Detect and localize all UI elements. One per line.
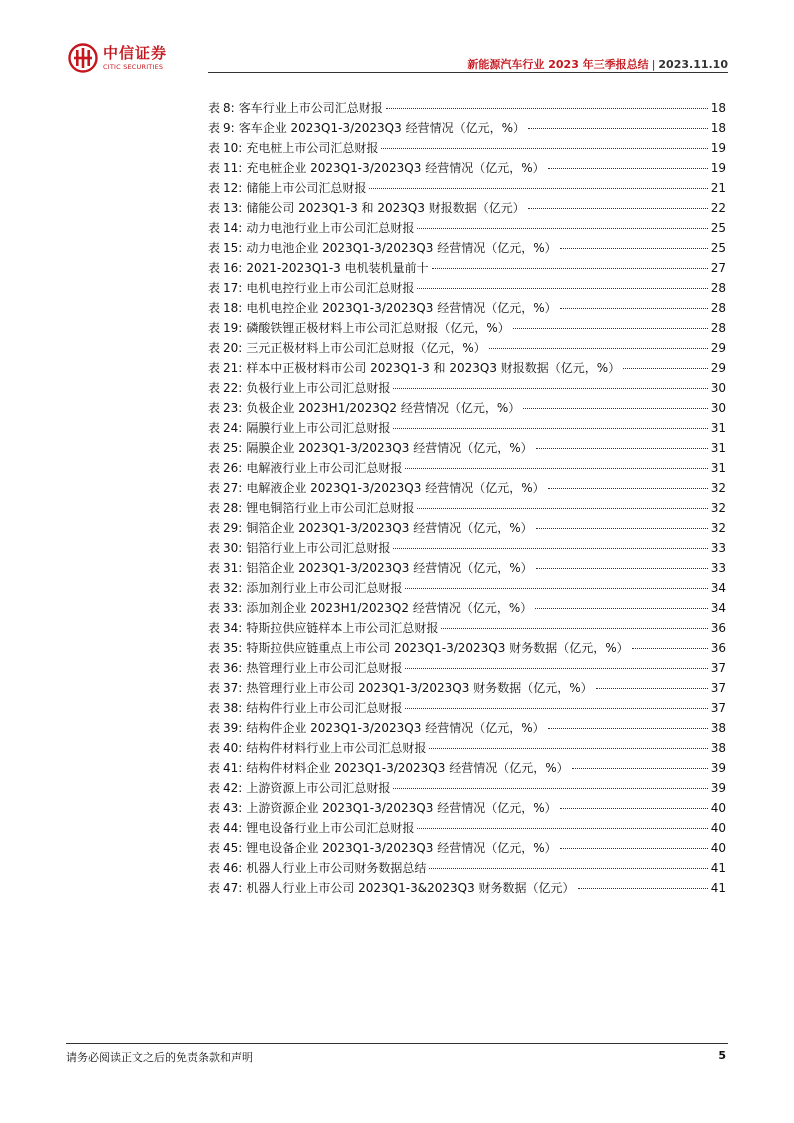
toc-dot-leader bbox=[536, 528, 708, 529]
toc-entry-number: 37: bbox=[223, 681, 243, 695]
toc-entry-title: 机器人行业上市公司财务数据总结 bbox=[246, 861, 427, 875]
toc-dot-leader bbox=[596, 688, 708, 689]
toc-entry-prefix: 表 bbox=[208, 221, 221, 235]
toc-entry-prefix: 表 bbox=[208, 421, 221, 435]
toc-entry-title: 机器人行业上市公司 2023Q1-3&2023Q3 财务数据（亿元） bbox=[246, 881, 575, 895]
toc-dot-leader bbox=[417, 508, 707, 509]
toc-dot-leader bbox=[417, 288, 707, 289]
toc-entry-number: 34: bbox=[223, 621, 243, 635]
toc-entry-page: 31 bbox=[710, 421, 726, 435]
toc-entry-number: 11: bbox=[223, 161, 243, 175]
toc-entry[interactable] bbox=[208, 838, 726, 858]
report-title: 新能源汽车行业 2023 年三季报总结 bbox=[467, 58, 649, 71]
toc-entry[interactable] bbox=[208, 438, 726, 458]
toc-entry-prefix: 表 bbox=[208, 521, 221, 535]
toc-entry-prefix: 表 bbox=[208, 841, 221, 855]
toc-entry-prefix: 表 bbox=[208, 801, 221, 815]
toc-entry[interactable] bbox=[208, 758, 726, 778]
toc-dot-leader bbox=[429, 868, 707, 869]
toc-dot-leader bbox=[528, 208, 708, 209]
toc-dot-leader bbox=[513, 328, 708, 329]
toc-dot-leader bbox=[632, 648, 708, 649]
toc-entry-page: 37 bbox=[710, 661, 726, 675]
toc-entry[interactable] bbox=[208, 538, 726, 558]
toc-dot-leader bbox=[441, 628, 707, 629]
toc-entry-number: 30: bbox=[223, 541, 243, 555]
toc-dot-leader bbox=[393, 548, 707, 549]
toc-entry-page: 32 bbox=[710, 501, 726, 515]
toc-entry-number: 44: bbox=[223, 821, 243, 835]
toc-entry[interactable] bbox=[208, 418, 726, 438]
toc-entry-number: 47: bbox=[223, 881, 243, 895]
toc-entry-title: 隔膜企业 2023Q1-3/2023Q3 经营情况（亿元，%） bbox=[246, 441, 533, 455]
toc-entry[interactable] bbox=[208, 818, 726, 838]
toc-entry-number: 9: bbox=[223, 121, 235, 135]
toc-entry-page: 41 bbox=[710, 881, 726, 895]
table-of-contents bbox=[208, 98, 726, 898]
toc-entry[interactable] bbox=[208, 578, 726, 598]
toc-entry-page: 40 bbox=[710, 841, 726, 855]
toc-entry-number: 25: bbox=[223, 441, 243, 455]
toc-entry-title: 添加剂行业上市公司汇总财报 bbox=[246, 581, 403, 595]
toc-entry-number: 21: bbox=[223, 361, 243, 375]
toc-entry[interactable] bbox=[208, 138, 726, 158]
toc-entry-prefix: 表 bbox=[208, 821, 221, 835]
toc-entry-page: 19 bbox=[710, 161, 726, 175]
toc-entry-page: 40 bbox=[710, 801, 726, 815]
toc-entry[interactable] bbox=[208, 118, 726, 138]
toc-entry[interactable] bbox=[208, 778, 726, 798]
toc-dot-leader bbox=[536, 568, 708, 569]
toc-dot-leader bbox=[405, 588, 707, 589]
toc-entry-title: 电解液企业 2023Q1-3/2023Q3 经营情况（亿元，%） bbox=[246, 481, 545, 495]
toc-entry-page: 36 bbox=[710, 621, 726, 635]
toc-dot-leader bbox=[417, 228, 707, 229]
toc-entry-title: 负极企业 2023H1/2023Q2 经营情况（亿元，%） bbox=[246, 401, 521, 415]
toc-entry-number: 17: bbox=[223, 281, 243, 295]
footer-divider bbox=[66, 1043, 728, 1044]
toc-entry-number: 32: bbox=[223, 581, 243, 595]
toc-entry-page: 40 bbox=[710, 821, 726, 835]
toc-entry-number: 40: bbox=[223, 741, 243, 755]
toc-entry-prefix: 表 bbox=[208, 121, 221, 135]
toc-dot-leader bbox=[386, 108, 708, 109]
toc-entry-page: 41 bbox=[710, 861, 726, 875]
toc-dot-leader bbox=[548, 168, 708, 169]
toc-entry-title: 特斯拉供应链样本上市公司汇总财报 bbox=[246, 621, 439, 635]
toc-entry-number: 41: bbox=[223, 761, 243, 775]
toc-entry-title: 电机电控行业上市公司汇总财报 bbox=[246, 281, 415, 295]
toc-entry-number: 38: bbox=[223, 701, 243, 715]
toc-entry-title: 热管理行业上市公司 2023Q1-3/2023Q3 财务数据（亿元，%） bbox=[246, 681, 593, 695]
toc-entry-page: 18 bbox=[710, 121, 726, 135]
header-separator: | bbox=[651, 58, 656, 71]
toc-entry-title: 动力电池企业 2023Q1-3/2023Q3 经营情况（亿元，%） bbox=[246, 241, 557, 255]
header-divider bbox=[208, 72, 728, 73]
toc-entry[interactable] bbox=[208, 278, 726, 298]
toc-entry-number: 46: bbox=[223, 861, 243, 875]
toc-entry-page: 22 bbox=[710, 201, 726, 215]
toc-entry[interactable] bbox=[208, 238, 726, 258]
toc-entry[interactable] bbox=[208, 878, 726, 898]
citic-logo-icon bbox=[68, 43, 98, 73]
toc-entry-prefix: 表 bbox=[208, 861, 221, 875]
toc-entry-prefix: 表 bbox=[208, 321, 221, 335]
toc-dot-leader bbox=[432, 268, 708, 269]
toc-dot-leader bbox=[405, 468, 707, 469]
toc-entry-prefix: 表 bbox=[208, 401, 221, 415]
toc-entry-number: 14: bbox=[223, 221, 243, 235]
toc-entry-title: 电机电控企业 2023Q1-3/2023Q3 经营情况（亿元，%） bbox=[246, 301, 557, 315]
toc-entry-page: 29 bbox=[710, 361, 726, 375]
toc-dot-leader bbox=[536, 448, 708, 449]
toc-entry-title: 锂电铜箔行业上市公司汇总财报 bbox=[246, 501, 415, 515]
toc-dot-leader bbox=[393, 428, 707, 429]
toc-entry-page: 28 bbox=[710, 281, 726, 295]
toc-entry-number: 18: bbox=[223, 301, 243, 315]
toc-entry-number: 12: bbox=[223, 181, 243, 195]
toc-entry-page: 34 bbox=[710, 581, 726, 595]
toc-entry-prefix: 表 bbox=[208, 601, 221, 615]
report-date: 2023.11.10 bbox=[658, 58, 728, 71]
toc-entry-prefix: 表 bbox=[208, 101, 221, 115]
toc-entry-page: 25 bbox=[710, 241, 726, 255]
toc-entry-prefix: 表 bbox=[208, 361, 221, 375]
toc-entry-title: 结构件行业上市公司汇总财报 bbox=[246, 701, 403, 715]
toc-dot-leader bbox=[405, 708, 707, 709]
toc-entry-page: 32 bbox=[710, 521, 726, 535]
toc-entry-number: 13: bbox=[223, 201, 243, 215]
toc-entry[interactable] bbox=[208, 858, 726, 878]
toc-entry-prefix: 表 bbox=[208, 741, 221, 755]
toc-entry-number: 33: bbox=[223, 601, 243, 615]
toc-dot-leader bbox=[417, 828, 707, 829]
toc-entry-page: 30 bbox=[710, 401, 726, 415]
toc-entry[interactable] bbox=[208, 198, 726, 218]
toc-entry-page: 36 bbox=[710, 641, 726, 655]
toc-entry-page: 34 bbox=[710, 601, 726, 615]
toc-entry-prefix: 表 bbox=[208, 441, 221, 455]
toc-entry-title: 客车企业 2023Q1-3/2023Q3 经营情况（亿元，%） bbox=[238, 121, 525, 135]
toc-entry-prefix: 表 bbox=[208, 161, 221, 175]
toc-entry-page: 31 bbox=[710, 461, 726, 475]
toc-entry-title: 储能上市公司汇总财报 bbox=[246, 181, 367, 195]
toc-entry-page: 37 bbox=[710, 701, 726, 715]
toc-entry-page: 19 bbox=[710, 141, 726, 155]
toc-entry-title: 三元正极材料上市公司汇总财报（亿元，%） bbox=[246, 341, 486, 355]
toc-entry-number: 23: bbox=[223, 401, 243, 415]
toc-entry-prefix: 表 bbox=[208, 761, 221, 775]
toc-entry-title: 磷酸铁锂正极材料上市公司汇总财报（亿元，%） bbox=[246, 321, 510, 335]
toc-dot-leader bbox=[535, 608, 707, 609]
toc-entry-prefix: 表 bbox=[208, 621, 221, 635]
toc-entry[interactable] bbox=[208, 178, 726, 198]
toc-entry-prefix: 表 bbox=[208, 681, 221, 695]
toc-entry-title: 铝箔行业上市公司汇总财报 bbox=[246, 541, 391, 555]
toc-entry-page: 21 bbox=[710, 181, 726, 195]
toc-entry-title: 储能公司 2023Q1-3 和 2023Q3 财报数据（亿元） bbox=[246, 201, 525, 215]
toc-entry[interactable] bbox=[208, 738, 726, 758]
toc-entry[interactable] bbox=[208, 218, 726, 238]
toc-dot-leader bbox=[560, 248, 708, 249]
disclaimer-note: 请务必阅读正文之后的免责条款和声明 bbox=[66, 1051, 253, 1064]
toc-entry-page: 33 bbox=[710, 561, 726, 575]
toc-entry-prefix: 表 bbox=[208, 561, 221, 575]
toc-entry[interactable] bbox=[208, 658, 726, 678]
toc-entry-number: 22: bbox=[223, 381, 243, 395]
toc-dot-leader bbox=[393, 388, 707, 389]
toc-entry-title: 热管理行业上市公司汇总财报 bbox=[246, 661, 403, 675]
toc-entry-page: 37 bbox=[710, 681, 726, 695]
toc-dot-leader bbox=[578, 888, 708, 889]
toc-entry-page: 25 bbox=[710, 221, 726, 235]
toc-entry[interactable] bbox=[208, 798, 726, 818]
toc-dot-leader bbox=[405, 668, 707, 669]
toc-dot-leader bbox=[523, 408, 707, 409]
toc-entry[interactable] bbox=[208, 318, 726, 338]
report-header bbox=[467, 56, 728, 72]
toc-entry[interactable] bbox=[208, 718, 726, 738]
toc-entry-number: 29: bbox=[223, 521, 243, 535]
toc-entry-prefix: 表 bbox=[208, 261, 221, 275]
toc-entry-page: 28 bbox=[710, 301, 726, 315]
toc-dot-leader bbox=[548, 728, 708, 729]
toc-entry-page: 31 bbox=[710, 441, 726, 455]
toc-entry[interactable] bbox=[208, 478, 726, 498]
toc-entry-title: 锂电设备企业 2023Q1-3/2023Q3 经营情况（亿元，%） bbox=[246, 841, 557, 855]
toc-entry-number: 26: bbox=[223, 461, 243, 475]
toc-entry-prefix: 表 bbox=[208, 201, 221, 215]
toc-entry-page: 33 bbox=[710, 541, 726, 555]
toc-entry[interactable] bbox=[208, 158, 726, 178]
toc-entry-prefix: 表 bbox=[208, 381, 221, 395]
toc-entry-number: 16: bbox=[223, 261, 243, 275]
toc-entry-number: 27: bbox=[223, 481, 243, 495]
logo-english-name: CITIC SECURITIES bbox=[103, 62, 164, 71]
toc-entry-page: 18 bbox=[710, 101, 726, 115]
toc-dot-leader bbox=[623, 368, 708, 369]
toc-entry-page: 38 bbox=[710, 721, 726, 735]
toc-entry-title: 客车行业上市公司汇总财报 bbox=[238, 101, 383, 115]
toc-dot-leader bbox=[548, 488, 708, 489]
toc-entry-prefix: 表 bbox=[208, 461, 221, 475]
toc-entry[interactable] bbox=[208, 678, 726, 698]
toc-entry-number: 42: bbox=[223, 781, 243, 795]
toc-dot-leader bbox=[528, 128, 708, 129]
toc-entry-number: 15: bbox=[223, 241, 243, 255]
toc-entry[interactable] bbox=[208, 98, 726, 118]
toc-entry-prefix: 表 bbox=[208, 181, 221, 195]
toc-entry[interactable] bbox=[208, 458, 726, 478]
toc-entry-title: 上游资源企业 2023Q1-3/2023Q3 经营情况（亿元，%） bbox=[246, 801, 557, 815]
toc-entry[interactable] bbox=[208, 698, 726, 718]
toc-dot-leader bbox=[429, 748, 707, 749]
toc-entry-prefix: 表 bbox=[208, 721, 221, 735]
toc-entry-prefix: 表 bbox=[208, 141, 221, 155]
toc-entry-page: 32 bbox=[710, 481, 726, 495]
toc-entry-title: 上游资源上市公司汇总财报 bbox=[246, 781, 391, 795]
toc-entry-title: 结构件材料企业 2023Q1-3/2023Q3 经营情况（亿元，%） bbox=[246, 761, 569, 775]
toc-entry-prefix: 表 bbox=[208, 641, 221, 655]
toc-entry-page: 27 bbox=[710, 261, 726, 275]
toc-entry[interactable] bbox=[208, 558, 726, 578]
toc-entry-title: 样本中正极材料市公司 2023Q1-3 和 2023Q3 财报数据（亿元，%） bbox=[246, 361, 621, 375]
toc-entry-prefix: 表 bbox=[208, 881, 221, 895]
toc-entry-number: 24: bbox=[223, 421, 243, 435]
toc-entry-number: 8: bbox=[223, 101, 235, 115]
toc-entry-title: 铜箔企业 2023Q1-3/2023Q3 经营情况（亿元，%） bbox=[246, 521, 533, 535]
toc-entry-title: 铝箔企业 2023Q1-3/2023Q3 经营情况（亿元，%） bbox=[246, 561, 533, 575]
toc-entry-number: 35: bbox=[223, 641, 243, 655]
toc-entry-prefix: 表 bbox=[208, 481, 221, 495]
toc-entry-title: 负极行业上市公司汇总财报 bbox=[246, 381, 391, 395]
toc-entry-number: 20: bbox=[223, 341, 243, 355]
toc-entry-prefix: 表 bbox=[208, 541, 221, 555]
toc-dot-leader bbox=[560, 808, 708, 809]
toc-entry-number: 45: bbox=[223, 841, 243, 855]
toc-entry-number: 39: bbox=[223, 721, 243, 735]
toc-entry[interactable] bbox=[208, 338, 726, 358]
toc-entry[interactable] bbox=[208, 518, 726, 538]
toc-dot-leader bbox=[393, 788, 707, 789]
toc-dot-leader bbox=[572, 768, 708, 769]
toc-entry-prefix: 表 bbox=[208, 581, 221, 595]
toc-entry-title: 充电桩企业 2023Q1-3/2023Q3 经营情况（亿元，%） bbox=[246, 161, 545, 175]
toc-entry-prefix: 表 bbox=[208, 701, 221, 715]
toc-entry-number: 19: bbox=[223, 321, 243, 335]
toc-entry[interactable] bbox=[208, 258, 726, 278]
toc-entry-title: 充电桩上市公司汇总财报 bbox=[246, 141, 379, 155]
toc-entry-prefix: 表 bbox=[208, 501, 221, 515]
logo-chinese-name: 中信证券 bbox=[103, 43, 168, 62]
toc-entry-title: 隔膜行业上市公司汇总财报 bbox=[246, 421, 391, 435]
toc-entry-prefix: 表 bbox=[208, 781, 221, 795]
toc-entry-number: 36: bbox=[223, 661, 243, 675]
toc-entry-prefix: 表 bbox=[208, 281, 221, 295]
toc-entry[interactable] bbox=[208, 298, 726, 318]
toc-entry-page: 38 bbox=[710, 741, 726, 755]
company-logo bbox=[68, 40, 188, 76]
toc-entry[interactable] bbox=[208, 358, 726, 378]
toc-entry-number: 10: bbox=[223, 141, 243, 155]
toc-entry-title: 锂电设备行业上市公司汇总财报 bbox=[246, 821, 415, 835]
toc-entry-page: 29 bbox=[710, 341, 726, 355]
toc-entry-number: 31: bbox=[223, 561, 243, 575]
toc-entry-title: 结构件材料行业上市公司汇总财报 bbox=[246, 741, 427, 755]
toc-entry-prefix: 表 bbox=[208, 241, 221, 255]
toc-entry[interactable] bbox=[208, 378, 726, 398]
toc-entry-page: 28 bbox=[710, 321, 726, 335]
toc-entry-prefix: 表 bbox=[208, 301, 221, 315]
toc-entry[interactable] bbox=[208, 598, 726, 618]
page-number: 5 bbox=[718, 1049, 726, 1062]
toc-entry[interactable] bbox=[208, 398, 726, 418]
toc-entry-title: 电解液行业上市公司汇总财报 bbox=[246, 461, 403, 475]
toc-dot-leader bbox=[381, 148, 707, 149]
toc-dot-leader bbox=[369, 188, 707, 189]
toc-entry-page: 39 bbox=[710, 781, 726, 795]
toc-entry-title: 2021-2023Q1-3 电机装机量前十 bbox=[246, 261, 429, 275]
toc-entry[interactable] bbox=[208, 638, 726, 658]
toc-entry[interactable] bbox=[208, 498, 726, 518]
toc-dot-leader bbox=[489, 348, 708, 349]
toc-entry-page: 30 bbox=[710, 381, 726, 395]
toc-entry-title: 添加剂企业 2023H1/2023Q2 经营情况（亿元，%） bbox=[246, 601, 533, 615]
toc-entry-title: 特斯拉供应链重点上市公司 2023Q1-3/2023Q3 财务数据（亿元，%） bbox=[246, 641, 629, 655]
toc-entry-number: 43: bbox=[223, 801, 243, 815]
toc-entry-prefix: 表 bbox=[208, 341, 221, 355]
toc-entry-title: 动力电池行业上市公司汇总财报 bbox=[246, 221, 415, 235]
toc-entry-number: 28: bbox=[223, 501, 243, 515]
toc-entry-title: 结构件企业 2023Q1-3/2023Q3 经营情况（亿元，%） bbox=[246, 721, 545, 735]
toc-dot-leader bbox=[560, 848, 708, 849]
toc-dot-leader bbox=[560, 308, 708, 309]
toc-entry-prefix: 表 bbox=[208, 661, 221, 675]
toc-entry[interactable] bbox=[208, 618, 726, 638]
toc-entry-page: 39 bbox=[710, 761, 726, 775]
